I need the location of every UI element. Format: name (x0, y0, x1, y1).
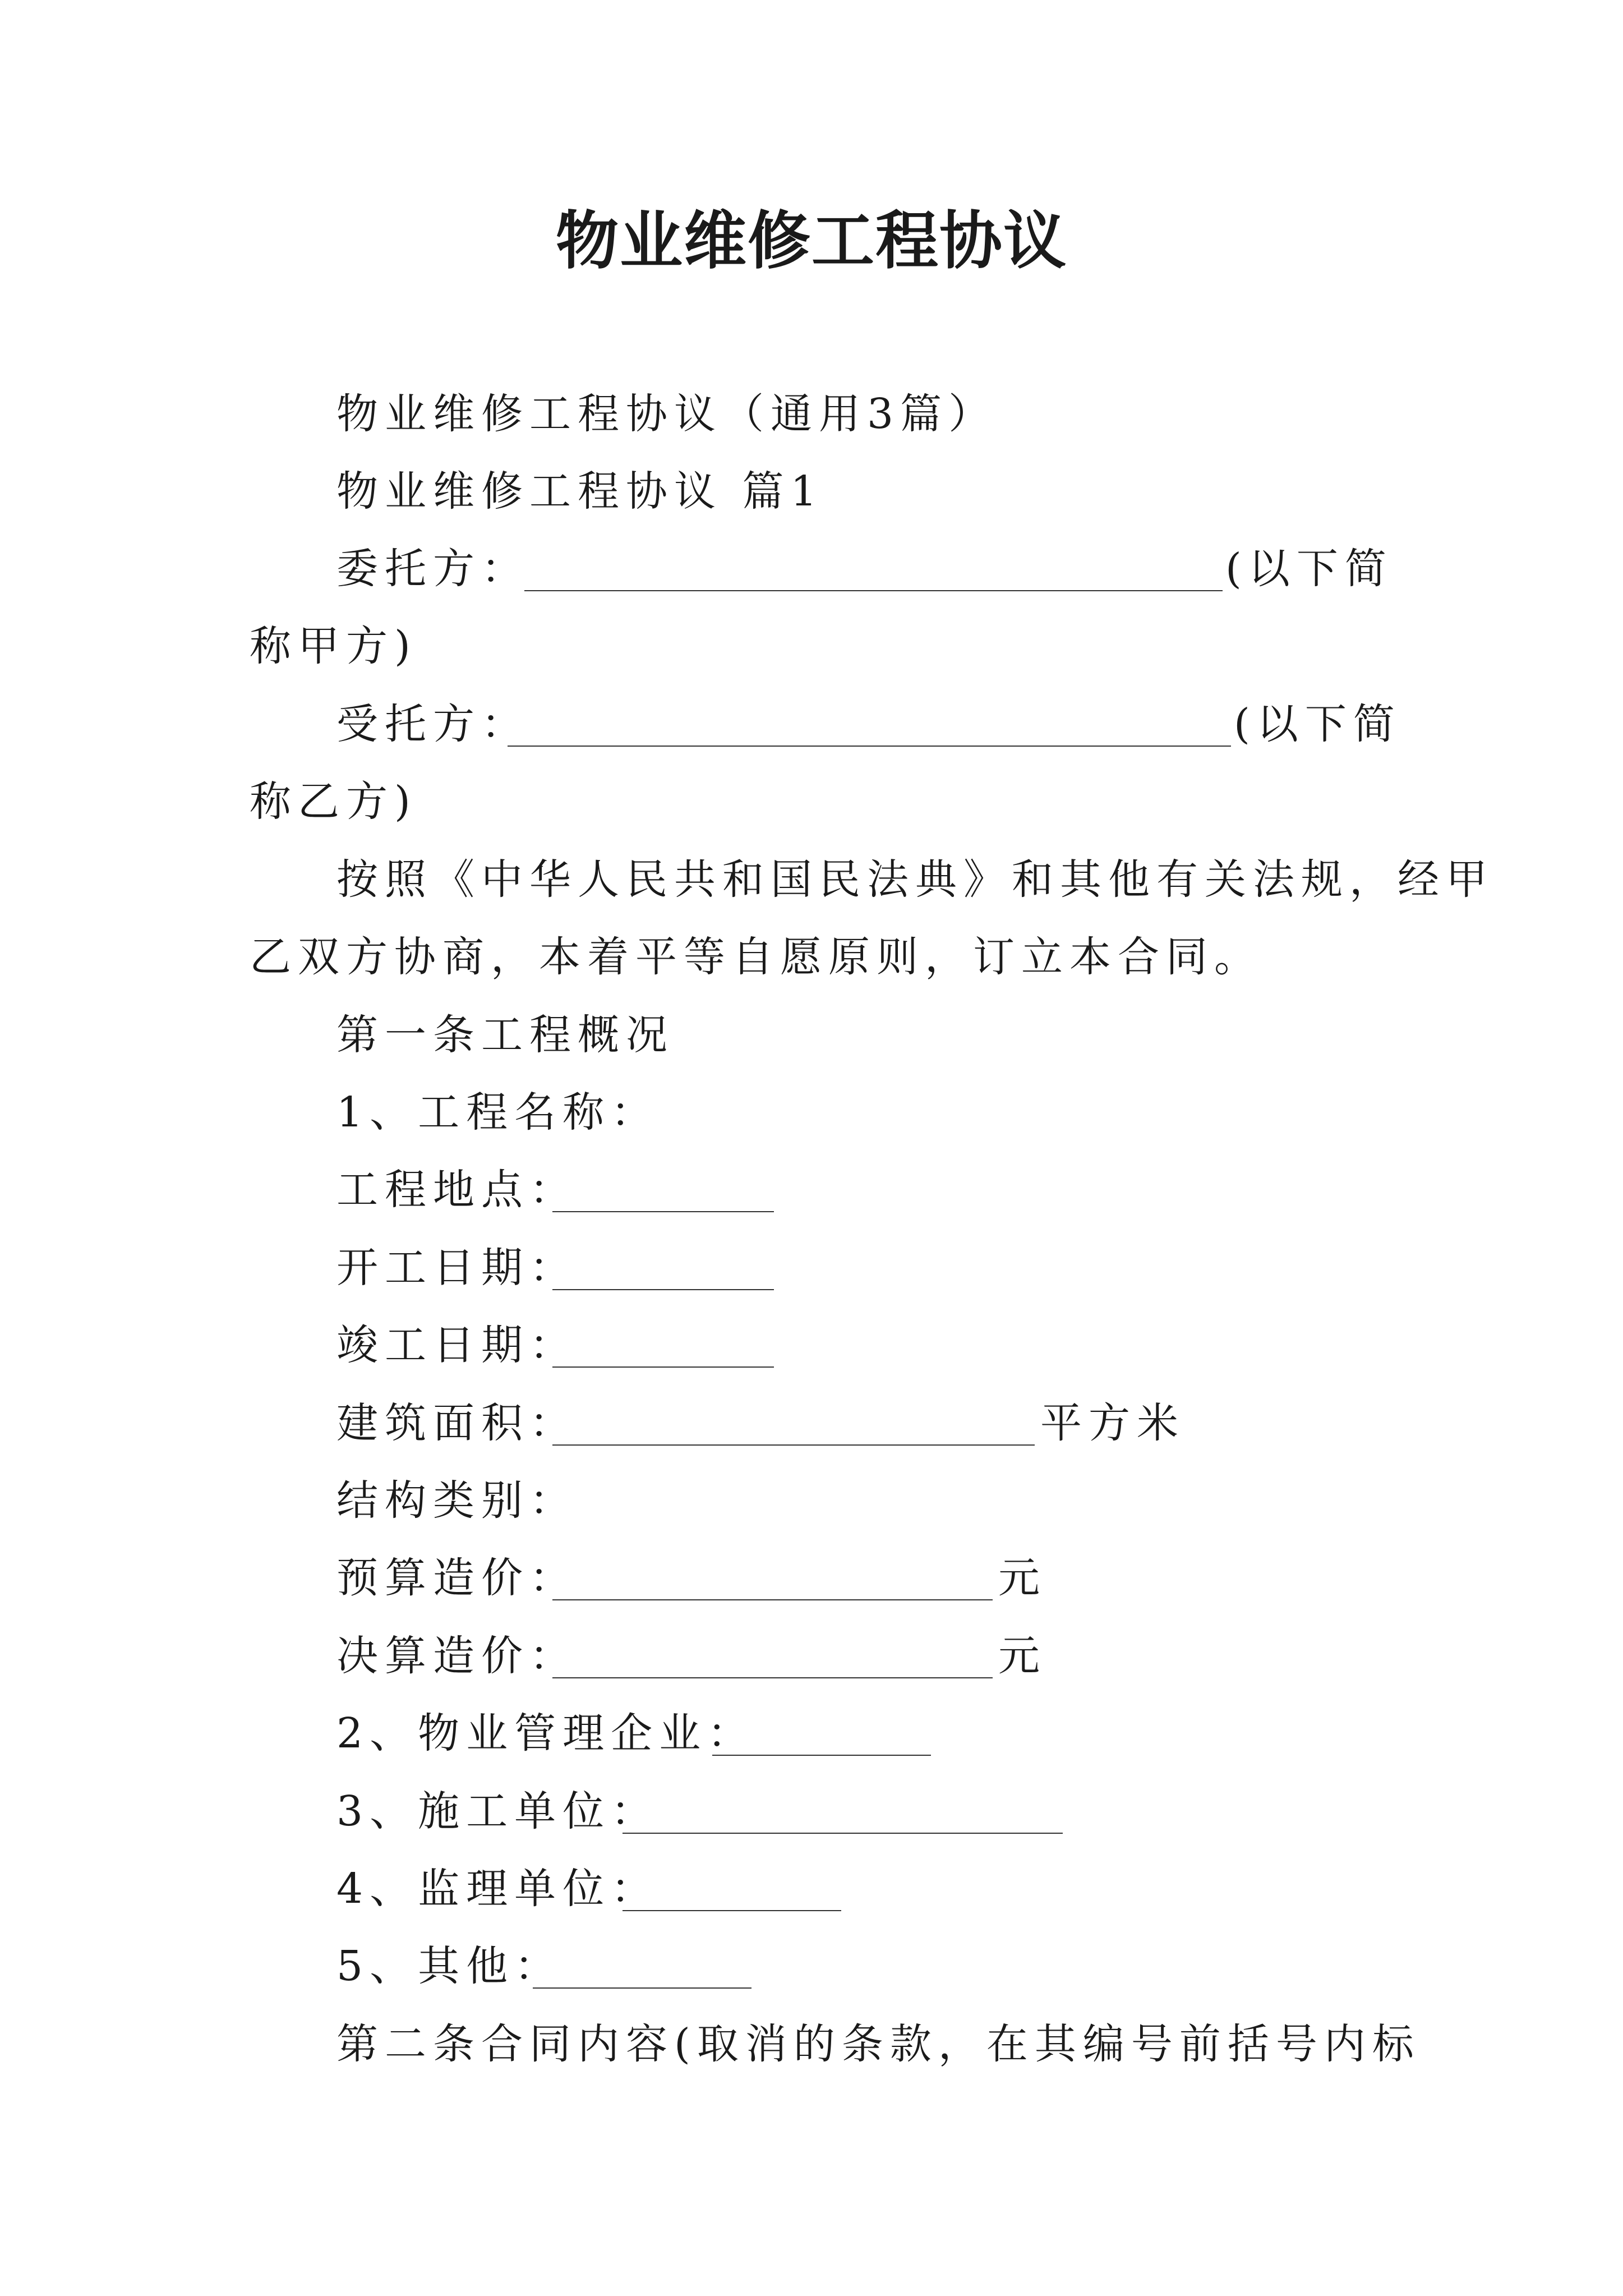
completion-date-label: 竣工日期： (336, 1321, 578, 1369)
contractor-party-suffix-cont: 称乙方) (250, 777, 417, 826)
other-blank[interactable] (533, 1987, 751, 1989)
final-cost-label: 决算造价： (336, 1632, 578, 1680)
subtitle-line: 物业维修工程协议（通用3篇） (336, 390, 997, 438)
final-cost-blank[interactable] (552, 1677, 993, 1678)
start-date-blank[interactable] (552, 1289, 774, 1290)
building-area-unit: 平方米 (1040, 1399, 1185, 1447)
section-heading-part-1: 物业维修工程协议 篇1 (336, 467, 824, 516)
budget-cost-blank[interactable] (552, 1599, 993, 1600)
client-party-suffix: (以下简 (1225, 545, 1393, 593)
project-location-label: 工程地点： (336, 1166, 578, 1214)
article-1-heading: 第一条工程概况 (336, 1011, 674, 1059)
contractor-party-blank[interactable] (508, 746, 1231, 747)
client-party-label: 委托方： (336, 545, 529, 593)
document-title: 物业维修工程协议 (556, 204, 1067, 278)
other-label: 5、其他： (336, 1942, 563, 1990)
budget-cost-label: 预算造价： (336, 1554, 578, 1602)
client-party-blank[interactable] (524, 590, 1223, 591)
final-cost-unit: 元 (998, 1632, 1046, 1680)
budget-cost-unit: 元 (998, 1554, 1046, 1602)
construction-unit-label: 3、施工单位： (336, 1787, 660, 1835)
start-date-label: 开工日期： (336, 1244, 578, 1292)
building-area-label: 建筑面积： (336, 1399, 578, 1447)
building-area-blank[interactable] (552, 1444, 1035, 1446)
property-company-blank[interactable] (712, 1755, 931, 1756)
structure-type-label: 结构类别： (336, 1476, 578, 1525)
contractor-party-label: 受托方： (336, 700, 529, 748)
project-location-blank[interactable] (552, 1211, 774, 1212)
article-2-heading: 第二条合同内容(取消的条款，在其编号前括号内标 (336, 2020, 1421, 2068)
supervision-unit-label: 4、监理单位： (336, 1865, 660, 1913)
supervision-unit-blank[interactable] (623, 1910, 841, 1911)
property-company-label: 2、物业管理企业： (336, 1709, 756, 1757)
project-name-label: 1、工程名称： (336, 1088, 660, 1137)
preamble-line-2: 乙双方协商，本着平等自愿原则，订立本合同。 (250, 933, 1262, 981)
completion-date-blank[interactable] (552, 1366, 774, 1368)
construction-unit-blank[interactable] (623, 1833, 1063, 1834)
preamble-line-1: 按照《中华人民共和国民法典》和其他有关法规，经甲 (336, 855, 1494, 904)
contractor-party-suffix: (以下简 (1234, 700, 1401, 748)
client-party-suffix-cont: 称甲方) (250, 622, 417, 670)
